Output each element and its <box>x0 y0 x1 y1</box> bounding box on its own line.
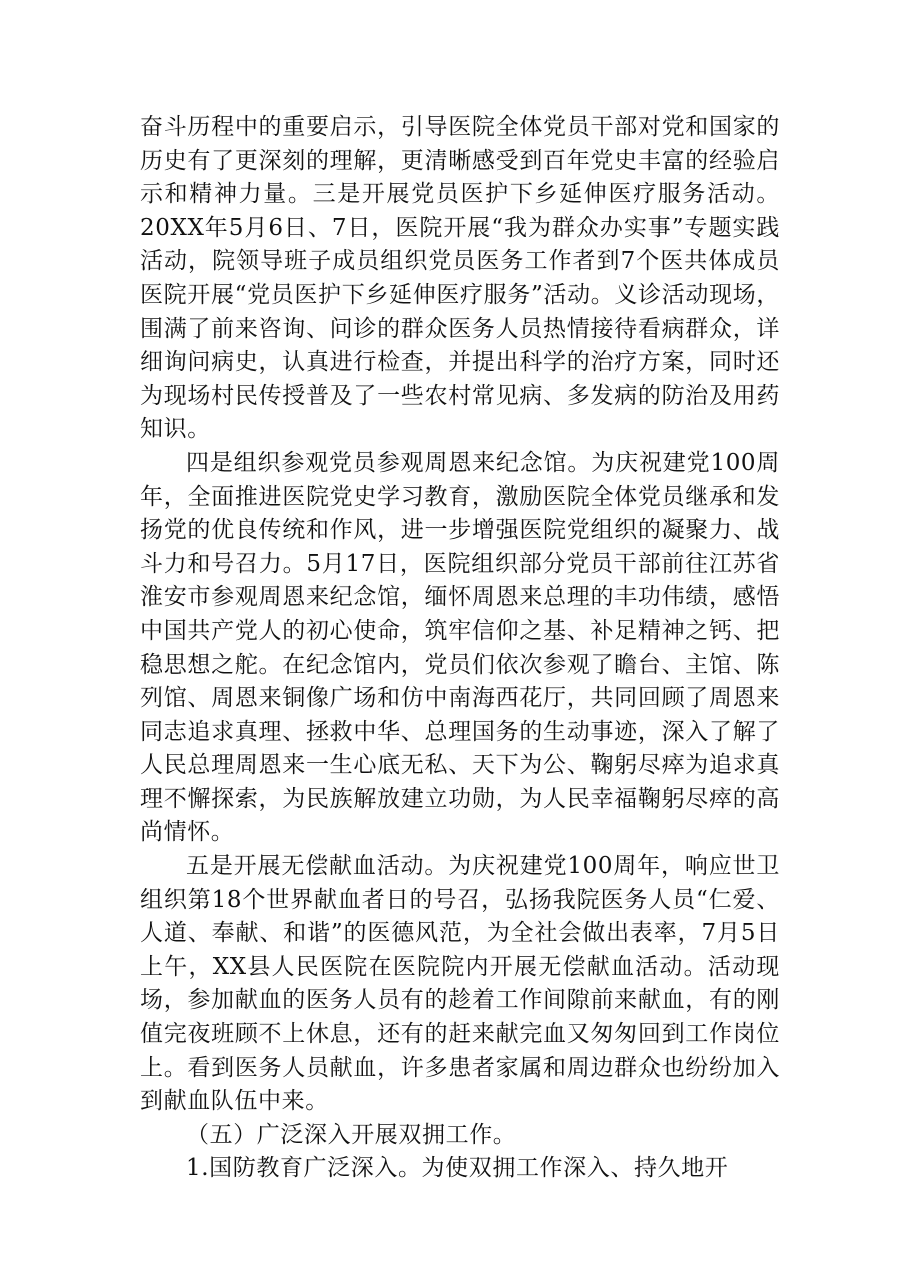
paragraph-blood-donation: 五是开展无偿献血活动。为庆祝建党100周年，响应世卫组织第18个世界献血者日的号召，弘扬我院医务人员“仁爱、人道、奉献、和谐”的医德风范，为全社会做出表率，7月5日上午，XX县人民医院在医院院内开展无偿献血活动。活动现场，参加献血的医务人员有的趁着工作间隙前来献血，有的刚值完夜班顾不上休息，还有的赶来献完血又匆匆回到工作岗位上。看到医务人员献血，许多患者家属和周边群众也纷纷加入到献血队伍中来。 <box>140 853 780 1115</box>
paragraph-continuation: 奋斗历程中的重要启示，引导医院全体党员干部对党和国家的历史有了更深刻的理解，更清晰感受到百年党史丰富的经验启示和精神力量。三是开展党员医护下乡延伸医疗服务活动。20XX年5月6日、7日，医院开展“我为群众办实事”专题实践活动，院领导班子成员组织党员医务工作者到7个医共体成员医院开展“党员医护下乡延伸医疗服务”活动。义诊活动现场，围满了前来咨询、问诊的群众医务人员热情接待看病群众，详细询问病史，认真进行检查，并提出科学的治疗方案，同时还为现场村民传授普及了一些农村常见病、多发病的防治及用药知识。 <box>140 114 780 443</box>
paragraph-zhou-enlai-memorial: 四是组织参观党员参观周恩来纪念馆。为庆祝建党100周年，全面推进医院党史学习教育，激励医院全体党员继承和发扬党的优良传统和作风，进一步增强医院党组织的凝聚力、战斗力和号召力。5月17日，医院组织部分党员干部前往江苏省淮安市参观周恩来纪念馆，缅怀周恩来总理的丰功伟绩，感悟中国共产党人的初心使命，筑牢信仰之基、补足精神之钙、把稳思想之舵。在纪念馆内，党员们依次参观了瞻台、主馆、陈列馆、周恩来铜像广场和仿中南海西花厅，共同回顾了周恩来同志追求真理、拯救中华、总理国务的生动事迹，深入了解了人民总理周恩来一生心底无私、天下为公、鞠躬尽瘁为追求真理不懈探索，为民族解放建立功勋，为人民幸福鞠躬尽瘁的高尚情怀。 <box>140 449 780 846</box>
section-heading-double-support: （五）广泛深入开展双拥工作。 <box>186 1121 517 1148</box>
paragraph-national-defense: 1.国防教育广泛深入。为使双拥工作深入、持久地开 <box>186 1155 729 1182</box>
document-body <box>140 111 780 1186</box>
